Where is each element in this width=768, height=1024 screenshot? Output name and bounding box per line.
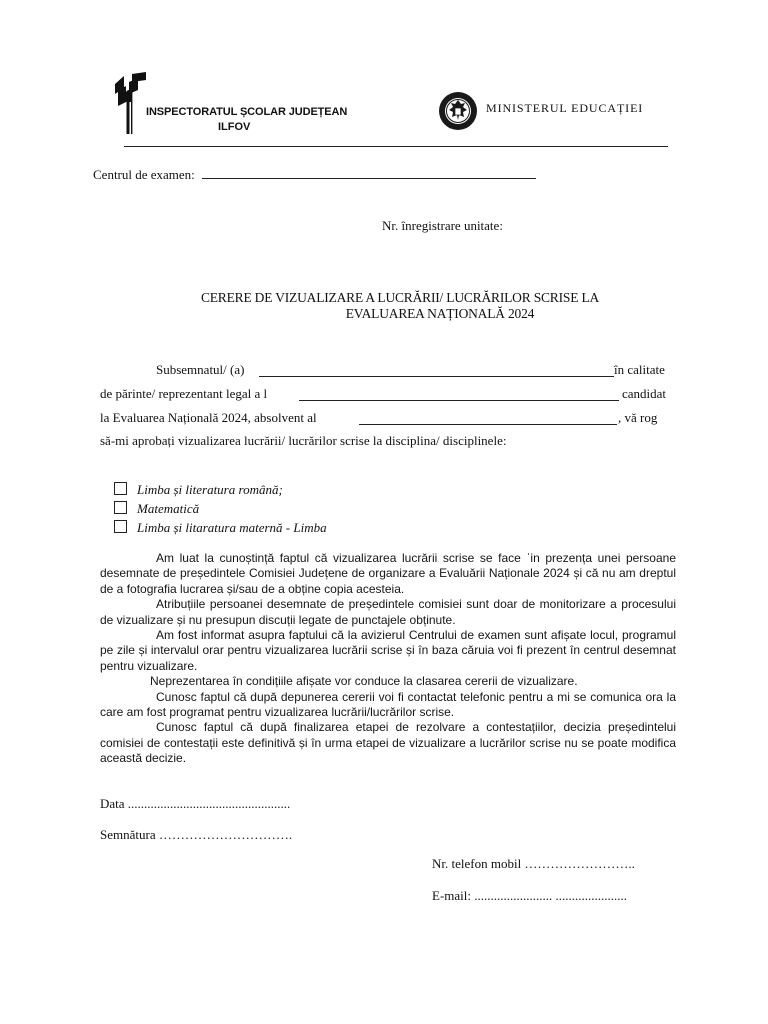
email-field[interactable]: E-mail: ........................ ...................... bbox=[432, 888, 627, 903]
declaration-text bbox=[100, 551, 676, 767]
disciplina-row bbox=[100, 433, 676, 451]
isj-county: ILFOV bbox=[218, 121, 251, 133]
evaluare-label: la Evaluarea Națională 2024, absolvent al bbox=[100, 410, 317, 425]
subsemnatul-row bbox=[100, 362, 676, 380]
disciplina-label: să-mi aprobați vizualizarea lucrării/ lucrărilor scrise la disciplina/ disciplinele: bbox=[100, 433, 507, 448]
isj-name: INSPECTORATUL ȘCOLAR JUDEȚEAN bbox=[146, 106, 348, 118]
in-calitate-label: în calitate bbox=[614, 362, 665, 377]
option-limba-materna[interactable] bbox=[114, 520, 327, 536]
isj-logo-icon bbox=[112, 72, 148, 134]
parinte-label: de părinte/ reprezentant legal a l bbox=[100, 386, 268, 401]
paragraph: Cunosc faptul că după depunerea cererii voi fi contactat telefonic pentru a mi se comunica ora la care am fost programat pentru vizualizarea lucrării/lucrărilor scrise. bbox=[100, 689, 676, 720]
absolvent-field[interactable] bbox=[359, 412, 617, 425]
va-rog-label: , vă rog bbox=[618, 410, 658, 425]
ministry-seal-icon bbox=[438, 91, 478, 131]
header-divider bbox=[124, 146, 668, 147]
subsemnatul-label: Subsemnatul/ (a) bbox=[156, 362, 245, 377]
checkbox-limba-romana[interactable] bbox=[114, 482, 127, 495]
option-label: Limba și litaratura maternă - Limba bbox=[137, 520, 327, 535]
paragraph: Am fost informat asupra faptului că la avizierul Centrului de examen sunt afișate locul, programul pe zile și intervalul orar pentru vizualizarea lucrării scrise și în baza căruia voi fi prezent în centrul desemnat pentru vizualizare. bbox=[100, 628, 676, 673]
nr-inregistrare-label: Nr. înregistrare unitate: bbox=[382, 218, 503, 233]
paragraph: Atribuțiile persoanei desemnate de președintele comisiei sunt doar de monitorizare a procesului de vizualizare și nu presupun discuții legate de punctajele obținute. bbox=[100, 597, 676, 627]
parinte-field[interactable] bbox=[299, 388, 619, 401]
parinte-row bbox=[100, 386, 676, 404]
absolvent-row bbox=[100, 410, 676, 428]
ministry-name: MINISTERUL EDUCAȚIEI bbox=[486, 101, 644, 115]
centru-examen-row bbox=[93, 166, 536, 183]
option-matematica[interactable] bbox=[114, 501, 199, 517]
centru-examen-field[interactable] bbox=[202, 166, 536, 179]
paragraph: Neprezentarea în condițiile afișate vor conduce la clasarea cererii de vizualizare. bbox=[150, 674, 578, 689]
semnatura-field[interactable]: Semnătura …………………………. bbox=[100, 827, 293, 842]
option-label: Matematică bbox=[137, 501, 200, 516]
checkbox-matematica[interactable] bbox=[114, 501, 127, 514]
candidat-label: candidat bbox=[622, 386, 667, 401]
option-limba-romana[interactable] bbox=[114, 482, 283, 498]
subsemnatul-field[interactable] bbox=[259, 364, 614, 377]
data-field[interactable]: Data .................................................. bbox=[100, 796, 291, 811]
centru-examen-label: Centrul de examen: bbox=[93, 167, 195, 182]
document-title: CERERE DE VIZUALIZARE A LUCRĂRII/ LUCRĂRILOR SCRISE LA bbox=[200, 290, 600, 305]
paragraph: Cunosc faptul că după finalizarea etapei de rezolvare a contestațiilor, decizia președintelui comisiei de contestații este definitivă și în urma etapei de vizualizare a lucrărilor scrise nu se poate modifica această decizie. bbox=[100, 720, 676, 766]
document-title-line2: EVALUAREA NAȚIONALĂ 2024 bbox=[345, 306, 535, 321]
checkbox-limba-materna[interactable] bbox=[114, 520, 127, 533]
paragraph: Am luat la cunoștință faptul că vizualizarea lucrării scrise se face ˈin prezența unei persoane desemnate de președintele Comisiei Județene de organizare a Evaluării Naționale 2024 și că nu am dreptul de a fotografia lucrarea și/sau de a obține copia acesteia. bbox=[100, 551, 676, 596]
option-label: Limba și literatura română; bbox=[137, 482, 283, 497]
telefon-field[interactable]: Nr. telefon mobil …………………….. bbox=[432, 856, 635, 871]
